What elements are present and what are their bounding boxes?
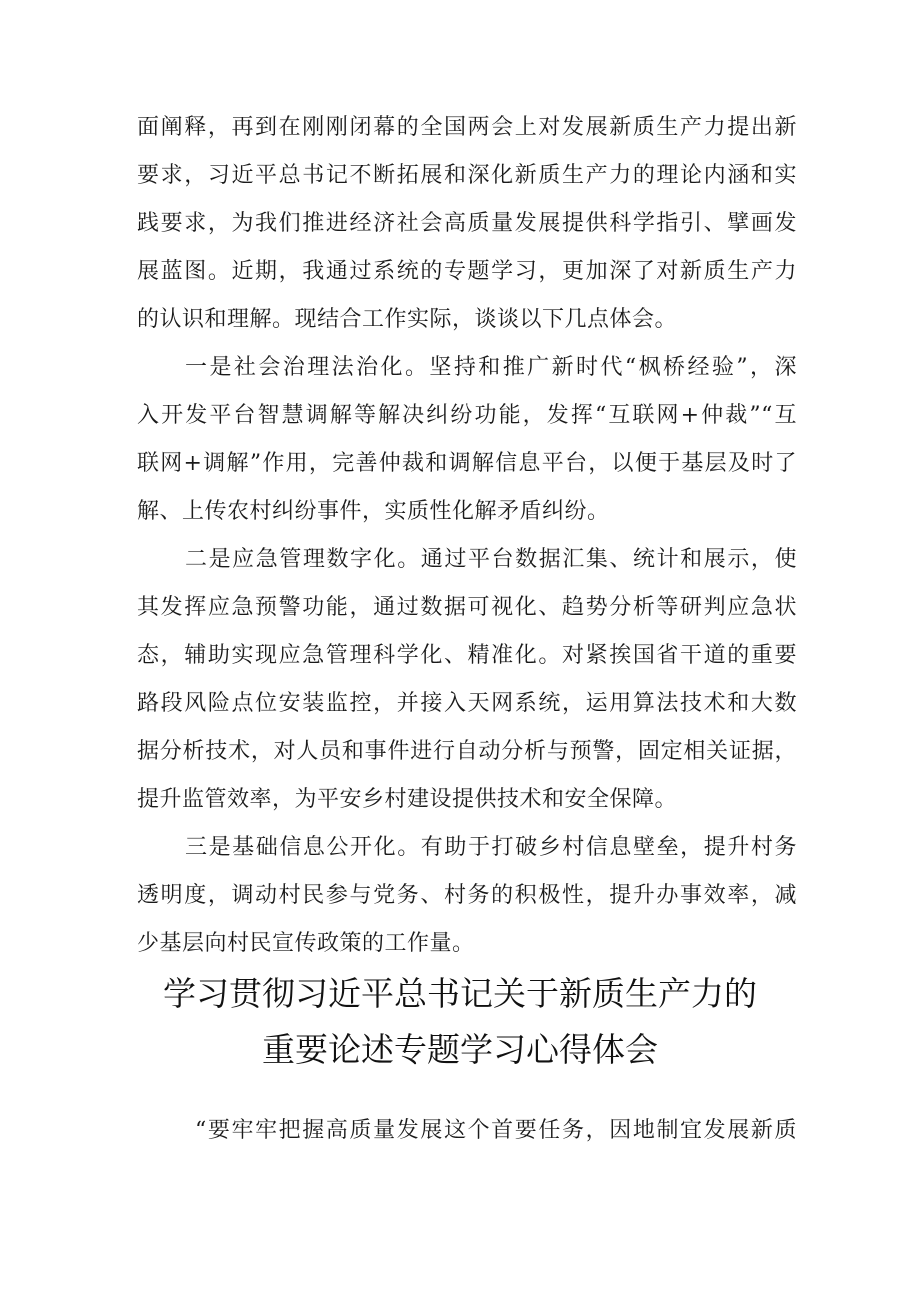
paragraph-line: 面阐释，再到在刚刚闭幕的全国两会上对发展新质生产力提出新 xyxy=(137,115,797,140)
paragraph-line: 入开发平台智慧调解等解决纠纷功能，发挥“互联网+仲裁”“互 xyxy=(137,403,797,428)
paragraph-line: 二是应急管理数字化。通过平台数据汇集、统计和展示，使 xyxy=(185,547,797,572)
paragraph-line: 三是基础信息公开化。有助于打破乡村信息壁垒，提升村务 xyxy=(185,835,797,860)
paragraph-line: 透明度，调动村民参与党务、村务的积极性，提升办事效率，减 xyxy=(137,883,797,908)
paragraph-line: 要求，习近平总书记不断拓展和深化新质生产力的理论内涵和实 xyxy=(137,163,797,188)
paragraph-line: 的认识和理解。现结合工作实际，谈谈以下几点体会。 xyxy=(137,307,678,332)
article-title-line-1: 学习贯彻习近平总书记关于新质生产力的 xyxy=(163,974,757,1013)
opening-paragraph-line: “要牢牢把握高质量发展这个首要任务，因地制宜发展新质 xyxy=(195,1118,797,1143)
paragraph-line: 据分析技术，对人员和事件进行自动分析与预警，固定相关证据， xyxy=(137,739,797,764)
article-title-line-2: 重要论述专题学习心得体会 xyxy=(262,1030,658,1069)
paragraph-line: 展蓝图。近期，我通过系统的专题学习，更加深了对新质生产力 xyxy=(137,259,797,284)
paragraph-line: 提升监管效率，为平安乡村建设提供技术和安全保障。 xyxy=(137,787,678,812)
paragraph-line: 少基层向村民宣传政策的工作量。 xyxy=(137,931,475,956)
paragraph-line: 解、上传农村纠纷事件，实质性化解矛盾纠纷。 xyxy=(137,499,610,524)
paragraph-line: 践要求，为我们推进经济社会高质量发展提供科学指引、擘画发 xyxy=(137,211,797,236)
paragraph-line: 一是社会治理法治化。坚持和推广新时代“枫桥经验”，深 xyxy=(185,355,797,380)
paragraph-line: 路段风险点位安装监控，并接入天网系统，运用算法技术和大数 xyxy=(137,691,797,716)
paragraph-line: 态，辅助实现应急管理科学化、精准化。对紧挨国省干道的重要 xyxy=(137,643,797,668)
paragraph-line: 联网+调解”作用，完善仲裁和调解信息平台，以便于基层及时了 xyxy=(137,451,797,476)
paragraph-line: 其发挥应急预警功能，通过数据可视化、趋势分析等研判应急状 xyxy=(137,595,797,620)
